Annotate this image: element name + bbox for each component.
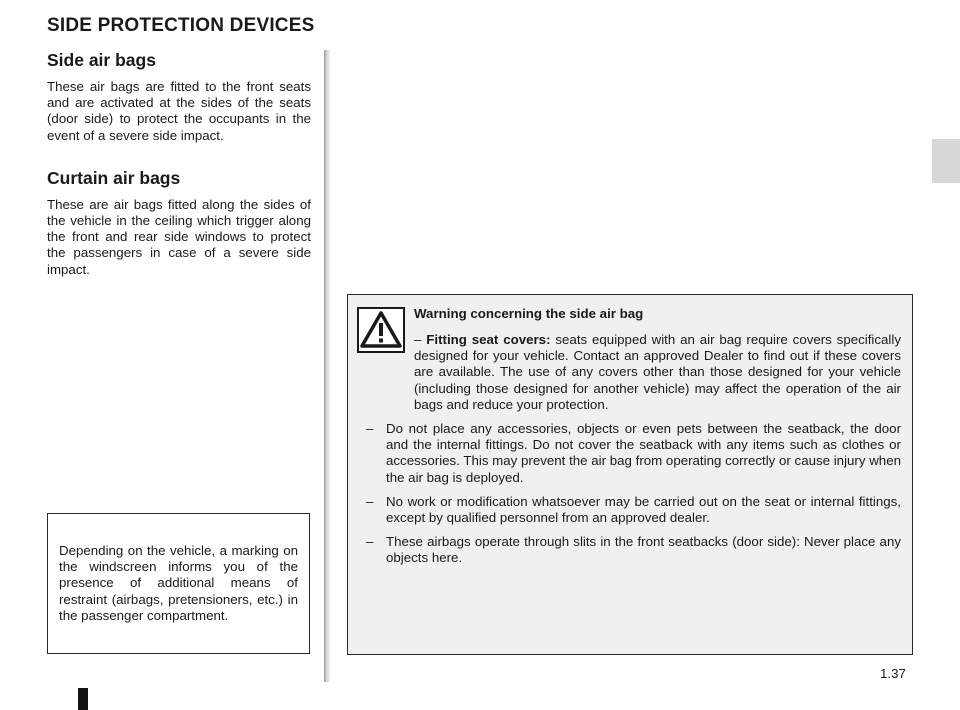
chapter-tab bbox=[932, 139, 960, 183]
curtain-air-bags-text: These are air bags fitted along the sides of the vehicle in the ceiling which trigger along the front and rear side windows to protect the passengers in case of a severe side impact. bbox=[47, 196, 311, 277]
warning-item-dash: – bbox=[366, 421, 374, 437]
column-divider bbox=[324, 50, 330, 682]
warning-item-dash: – bbox=[366, 534, 374, 550]
warning-item-text: Do not place any accessories, objects or even pets between the seatback, the door and the internal fittings. Do not cover the seatback with any items such as clothes or accessories. This may prevent the air bag from operating correctly or cause injury when the air bag is deployed. bbox=[386, 421, 901, 485]
side-air-bags-text: These air bags are fitted to the front seats and are activated at the sides of the seats (door side) to protect the occupants in the event of a severe side impact. bbox=[47, 79, 311, 143]
warning-item-seat-covers bbox=[366, 332, 901, 413]
info-note-box bbox=[47, 513, 310, 654]
warning-item-text: No work or modification whatsoever may be carried out on the seat or internal fittings, except by qualified personnel from an approved dealer. bbox=[386, 493, 901, 526]
side-air-bags-heading: Side air bags bbox=[47, 50, 156, 70]
warning-item-accessories bbox=[366, 421, 901, 486]
warning-item-text: seats equipped with an air bag require covers specifically designed for your vehicle. Contact an approved Dealer to find out if these covers are available. The use of any covers other than those designed for your vehicle (including those designed for another vehicle) may affect the operation of the air bags and reduce your protection. bbox=[414, 332, 901, 412]
warning-item-text: These airbags operate through slits in the front seatbacks (door side): Never place any objects here. bbox=[386, 534, 901, 566]
warning-title: Warning concerning the side air bag bbox=[414, 306, 644, 321]
warning-item-slits bbox=[366, 534, 901, 566]
page-title: SIDE PROTECTION DEVICES bbox=[47, 15, 315, 36]
left-column bbox=[47, 50, 311, 278]
warning-item-dash: – bbox=[366, 493, 374, 509]
warning-body bbox=[366, 332, 901, 567]
warning-item-modification bbox=[366, 494, 901, 526]
warning-item-dash: – bbox=[414, 332, 422, 347]
curtain-air-bags-heading: Curtain air bags bbox=[47, 167, 181, 188]
info-note-text: Depending on the vehicle, a marking on the windscreen informs you of the presence of additional means of restraint (airbags, pretensioners, etc.) in the passenger compartment. bbox=[59, 542, 298, 623]
warning-box bbox=[347, 294, 913, 655]
warning-item-lead: Fitting seat covers: bbox=[426, 332, 551, 347]
corner-mark bbox=[78, 688, 88, 710]
page-number: 1.37 bbox=[880, 666, 906, 681]
